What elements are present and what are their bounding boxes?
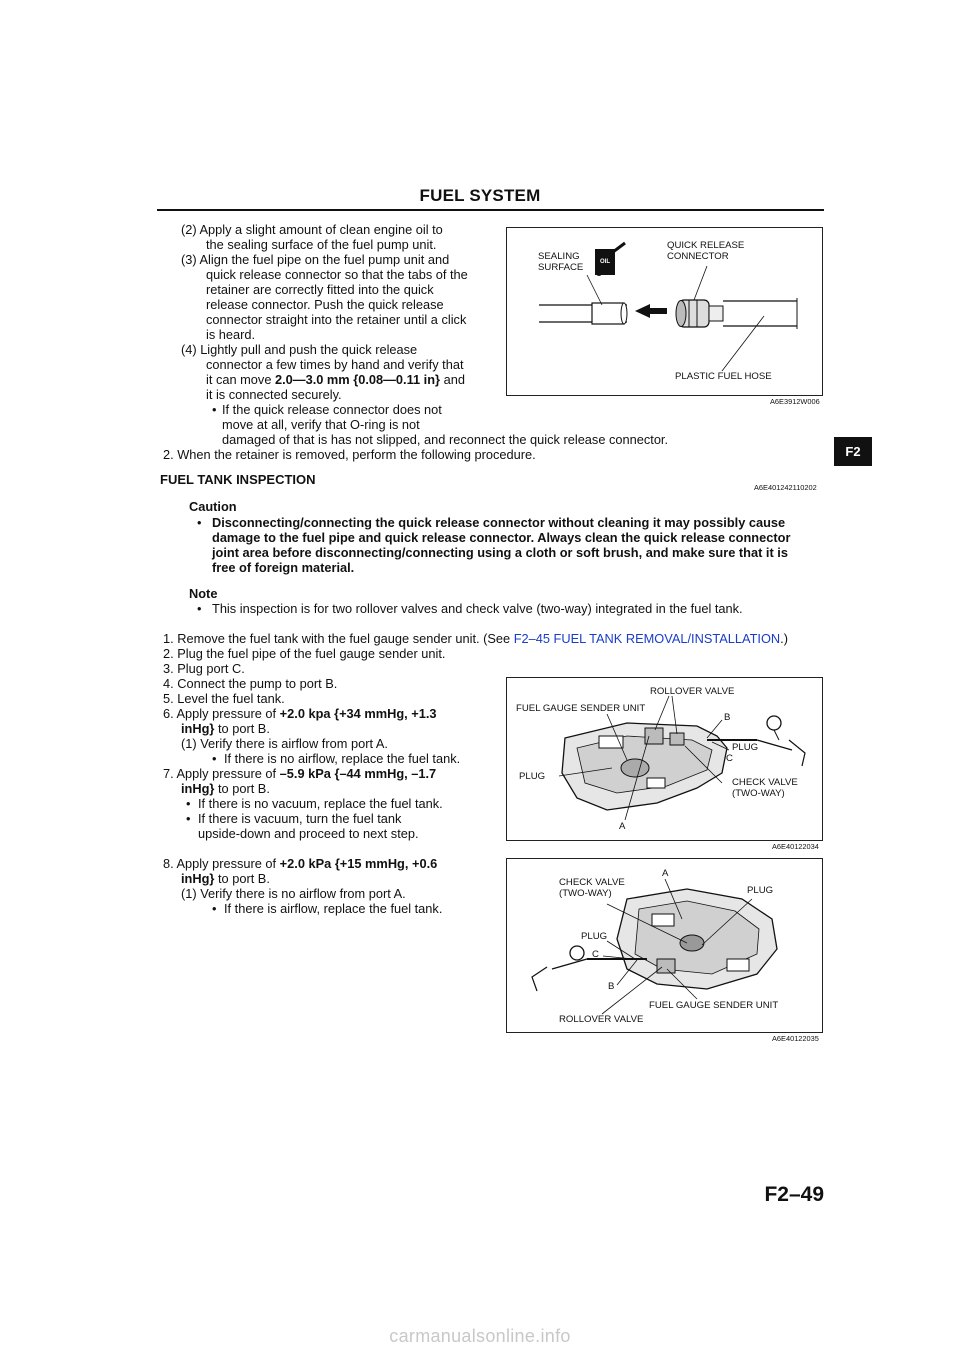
figure-quick-release-connector [506, 227, 823, 396]
sealing-label-2: SURFACE [538, 262, 584, 273]
step-6-text: 6. Apply pressure of [163, 706, 280, 721]
caution-line-1: Disconnecting/connecting the quick release connector without cleaning it may possibly cause [212, 515, 786, 530]
check-valve-inv-label-2: (TWO-WAY) [559, 888, 612, 899]
port-b-label: B [724, 712, 731, 723]
removal-installation-link[interactable]: F2–45 FUEL TANK REMOVAL/INSTALLATION [513, 631, 781, 646]
step-7-bullet-1-icon: • [186, 796, 191, 811]
step-3-line-3: retainer are correctly fitted into the quick [206, 282, 434, 297]
figure-fuel-tank-upright [506, 677, 823, 841]
note-label: Note [189, 586, 218, 601]
step-8-end: to port B. [214, 871, 270, 886]
header-rule [157, 209, 824, 211]
page-header-title: FUEL SYSTEM [419, 186, 541, 205]
step-2: 2. Plug the fuel pipe of the fuel gauge sender unit. [163, 646, 446, 661]
step-2-line-1: (2) Apply a slight amount of clean engine oil to [181, 222, 443, 237]
plastic-hose-label: PLASTIC FUEL HOSE [675, 371, 772, 382]
step-6-bullet-icon: • [212, 751, 217, 766]
sender-unit-label: FUEL GAUGE SENDER UNIT [516, 703, 646, 714]
step-7-text: 7. Apply pressure of [163, 766, 280, 781]
note-bullet-icon: • [197, 601, 202, 616]
step-1-text: 1. Remove the fuel tank with the fuel gauge sender unit. (See [163, 631, 514, 646]
step-3: 3. Plug port C. [163, 661, 245, 676]
step-4-line-4: it is connected securely. [206, 387, 342, 402]
step-8-spec-2: inHg} [181, 871, 215, 886]
qrc-label-2: CONNECTOR [667, 251, 729, 262]
check-valve-label [732, 777, 798, 799]
sealing-surface-label [538, 251, 583, 273]
sealing-label-1: SEALING [538, 251, 580, 262]
step-8-line-1 [163, 857, 437, 872]
port-c-label: C [726, 753, 733, 764]
step-3-line-5: connector straight into the retainer until a click [206, 312, 467, 327]
rollover-valve-label: ROLLOVER VALVE [650, 686, 735, 697]
bullet-icon: • [212, 402, 217, 417]
check-valve-label-2: (TWO-WAY) [732, 788, 785, 799]
step-6-sub: (1) Verify there is airflow from port A. [181, 736, 388, 751]
figure-1-code: A6E3912W006 [770, 397, 820, 406]
step-8-bullet-icon: • [212, 901, 217, 916]
bullet-line-1: If the quick release connector does not [222, 402, 442, 417]
step-4: 4. Connect the pump to port B. [163, 676, 338, 691]
retainer-step: 2. When the retainer is removed, perform the following procedure. [163, 447, 536, 462]
step-8-line-2 [181, 872, 270, 887]
sender-unit-label-inverted: FUEL GAUGE SENDER UNIT [649, 1000, 779, 1011]
section-tab: F2 [834, 437, 872, 466]
section-code: A6E401242110202 [754, 483, 817, 492]
step-3-line-2: quick release connector so that the tabs of the [206, 267, 468, 282]
check-valve-label-inverted [559, 877, 625, 899]
step-1-end: .) [780, 631, 788, 646]
step-4-spec: 2.0—3.0 mm {0.08—0.11 in} [275, 372, 441, 387]
bullet-line-2: move at all, verify that O-ring is not [222, 417, 420, 432]
step-6-spec: +2.0 kpa {+34 mmHg, +1.3 [279, 706, 437, 721]
caution-line-2: damage to the fuel pipe and quick release connector. Always clean the quick release connector [212, 530, 791, 545]
port-a-label-inverted: A [662, 868, 669, 879]
step-7-line-1 [163, 767, 436, 782]
caution-bullet-icon: • [197, 515, 202, 530]
step-3-line-6: is heard. [206, 327, 256, 342]
step-8-text: 8. Apply pressure of [163, 856, 280, 871]
port-b-label-inverted: B [608, 981, 615, 992]
step-4-line-3 [206, 373, 465, 388]
step-8-sub: (1) Verify there is no airflow from port A. [181, 886, 406, 901]
rollover-valve-label-inverted: ROLLOVER VALVE [559, 1014, 644, 1025]
note-text: This inspection is for two rollover valves and check valve (two-way) integrated in the fuel tank. [212, 601, 743, 616]
figure-3-code: A6E40122035 [772, 1034, 819, 1043]
step-8-spec: +2.0 kPa {+15 mmHg, +0.6 [279, 856, 438, 871]
plug-left-label-inverted: PLUG [581, 931, 608, 942]
step-7-bullet-1: If there is no vacuum, replace the fuel tank. [198, 796, 443, 811]
check-valve-inv-label-1: CHECK VALVE [559, 877, 625, 888]
step-6-end: to port B. [214, 721, 270, 736]
step-6-line-2 [181, 722, 270, 737]
step-6-spec-2: inHg} [181, 721, 215, 736]
step-7-bullet-2-line-2: upside-down and proceed to next step. [198, 826, 419, 841]
step-7-spec-2: inHg} [181, 781, 215, 796]
step-4-text: it can move [206, 372, 275, 387]
page-number: F2–49 [764, 1183, 824, 1206]
section-title: FUEL TANK INSPECTION [160, 472, 316, 487]
bullet-line-3: damaged of that is has not slipped, and reconnect the quick release connector. [222, 432, 669, 447]
step-7-bullet-2-line-1: If there is vacuum, turn the fuel tank [198, 811, 402, 826]
step-7-end: to port B. [214, 781, 270, 796]
step-7-spec: –5.9 kPa {–44 mmHg, –1.7 [279, 766, 437, 781]
step-4-text-end: and [440, 372, 465, 387]
check-valve-label-1: CHECK VALVE [732, 777, 798, 788]
plug-right-label: PLUG [732, 742, 759, 753]
quick-release-label [667, 240, 744, 262]
step-3-line-4: release connector. Push the quick release [206, 297, 444, 312]
step-5: 5. Level the fuel tank. [163, 691, 285, 706]
step-7-bullet-2-icon: • [186, 811, 191, 826]
plug-left-label: PLUG [519, 771, 546, 782]
step-4-line-2: connector a few times by hand and verify that [206, 357, 464, 372]
watermark: carmanualsonline.info [389, 1326, 571, 1346]
step-6-bullet: If there is no airflow, replace the fuel tank. [224, 751, 461, 766]
step-6-line-1 [163, 707, 437, 722]
caution-label: Caution [189, 499, 237, 514]
step-3-line-1: (3) Align the fuel pipe on the fuel pump unit and [181, 252, 450, 267]
caution-line-4: free of foreign material. [212, 560, 355, 575]
step-8-bullet: If there is airflow, replace the fuel tank. [224, 901, 443, 916]
figure-fuel-tank-inverted [506, 858, 823, 1033]
caution-line-3: joint area before disconnecting/connecting using a cloth or soft brush, and make sure that it is [212, 545, 788, 560]
qrc-label-1: QUICK RELEASE [667, 240, 745, 251]
figure-2-code: A6E40122034 [772, 842, 819, 851]
step-7-line-2 [181, 782, 270, 797]
port-a-label: A [619, 821, 626, 832]
step-1 [163, 632, 788, 647]
step-4-line-1: (4) Lightly pull and push the quick release [181, 342, 418, 357]
oil-label: OIL [600, 259, 610, 265]
port-c-label-inverted: C [592, 949, 599, 960]
plug-right-label-inverted: PLUG [747, 885, 774, 896]
step-2-line-2: the sealing surface of the fuel pump unit. [206, 237, 437, 252]
